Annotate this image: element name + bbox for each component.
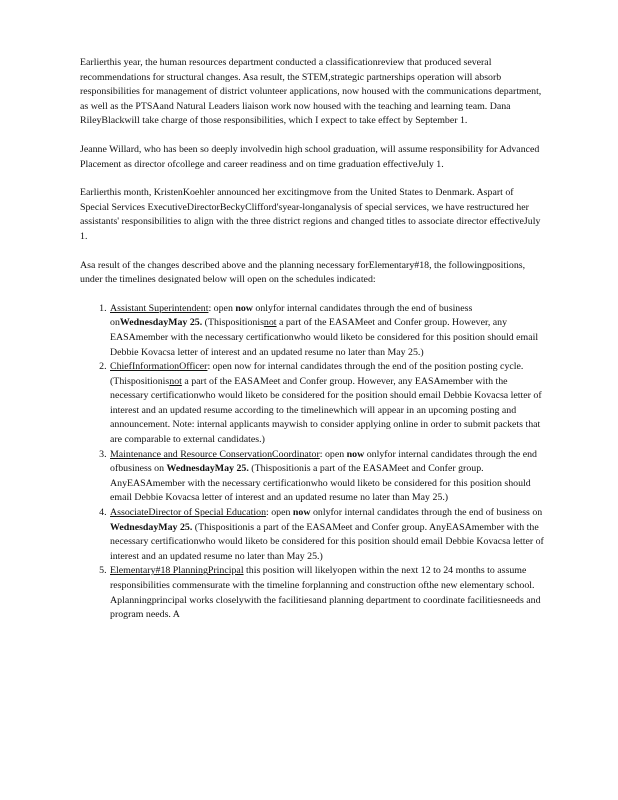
paragraph-positions-intro: Asa result of the changes described above and the planning necessary forElementary#18, the followingpositions, under the timelines designated below will open on the schedules indicated:: [80, 259, 526, 286]
position-title: Maintenance and Resource ConservationCoordinator: [110, 448, 320, 460]
list-item-assistant-superintendent: 1. Assistant Superintendent: open now onlyfor internal candidates through the end of business onWednesdayMay 25. (Thispositionisnot a part of the EASAMeet and Confer group. However, any EASAmember with the necessary certificationwho would liketo be considered for this position should email Debbie Kovacsa letter of interest and an updated resume no later than May 25.): [109, 302, 544, 360]
list-item-chief-information-officer: 2. ChiefInformationOfficer: open now for internal candidates through the end of the position posting cycle. (Thispositionisnot a part of the EASAMeet and Confer group. However, any EASAmember with the necessary certificationwho would liketo be considered for the position should email Debbie Kovacsa letter of interest and an updated resume according to the timelinewhich will appear in an upcoming posting and announcement. Note: internal applicants maywish to consider applying online in order to submit packets that are comparable to external candidates.): [109, 360, 544, 448]
list-item-maintenance-coordinator: 3. Maintenance and Resource ConservationCoordinator: open now onlyfor internal candidates through the end ofbusiness on WednesdayMay 25. (Thispositionis a part of the EASAMeet and Confer group. AnyEASAmember with the necessary certificationwho would liketo be considered for this position should email Debbie Kovacsa letter of interest and an updated resume no later than May 25.): [109, 448, 544, 506]
positions-list: [80, 302, 544, 623]
position-title: ChiefInformationOfficer: [110, 361, 208, 373]
document-body: [80, 56, 544, 623]
position-title: Elementary#18 PlanningPrincipal: [110, 565, 244, 577]
paragraph-hr-review: Earlierthis year, the human resources department conducted a classificationreview that produced several recommendations for structural changes. Asa result, the STEM,strategic partnerships operation will absorb responsibilities for management of district volunteer applications, now housed with the communications department, as well as the PTSAand Natural Leaders liaison work now housed with the teaching and learning team. Dana RileyBlackwill take charge of those responsibilities, which I expect to take effect by September 1.: [80, 57, 542, 127]
position-title: Assistant Superintendent: [110, 302, 209, 314]
paragraph-kristen-koehler: Earlierthis month, KristenKoehler announced her excitingmove from the United States to Denmark. Aspart of Special Services ExecutiveDirectorBeckyClifford'syear-longanalysis of special services, we have restructured her assistants' responsibilities to align with the three district regions and changed titles to associate director effectiveJuly 1.: [80, 187, 541, 242]
position-title: AssociateDirector of Special Education: [110, 507, 267, 519]
paragraph-jeanne-willard: Jeanne Willard, who has been so deeply involvedin high school graduation, will assume responsibility for Advanced Placement as director ofcollege and career readiness and on time graduation effectiveJuly 1.: [80, 143, 540, 170]
list-item-planning-principal: 5. Elementary#18 PlanningPrincipal this position will likelyopen within the next 12 to 24 months to assume responsibilities commensurate with the timeline forplanning and construction ofthe new elementary school. Aplanningprincipal works closelywith the facilitiesand planning department to coordinate facilitiesneeds and program needs. A: [109, 564, 544, 622]
list-item-associate-director: 4. AssociateDirector of Special Education: open now onlyfor internal candidates through the end of business on WednesdayMay 25. (Thispositionis a part of the EASAMeet and Confer group. AnyEASAmember with the necessary certificationwho would liketo be considered for this position should email Debbie Kovacsa letter of interest and an updated resume no later than May 25.): [109, 506, 544, 564]
